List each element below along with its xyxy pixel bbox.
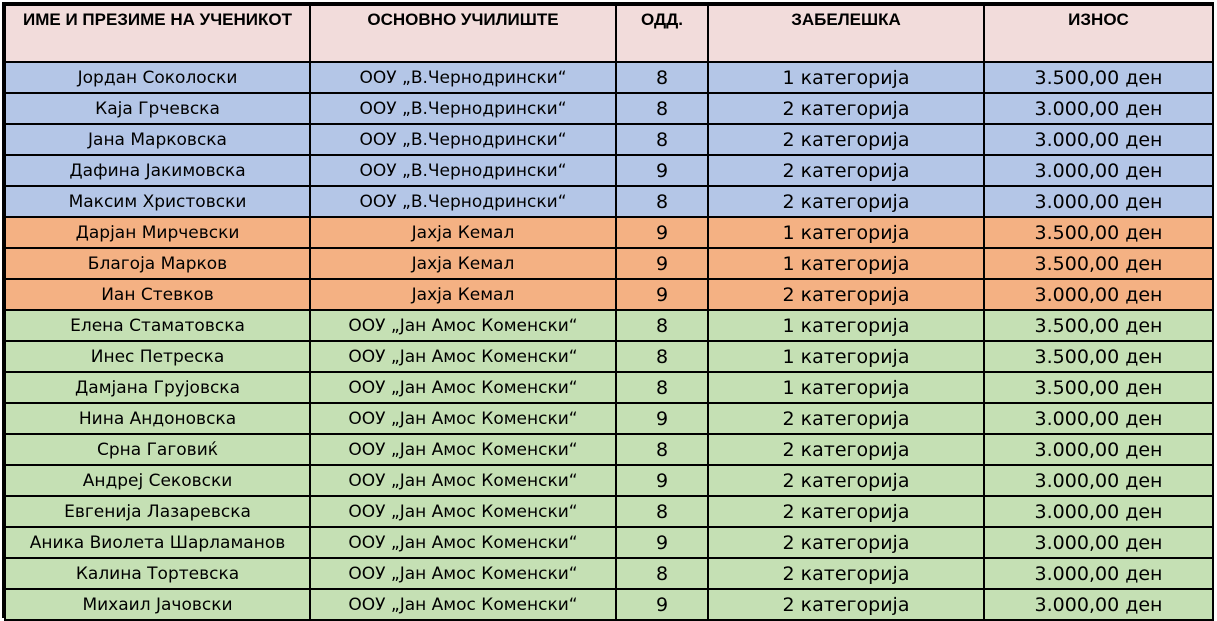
- cell-school: ООУ „Јан Амос Коменски“: [310, 372, 616, 403]
- cell-note: 2 категорија: [708, 589, 984, 620]
- cell-grade: 8: [616, 93, 708, 124]
- cell-grade: 8: [616, 558, 708, 589]
- table-row: [5, 465, 1213, 496]
- cell-grade: 8: [616, 124, 708, 155]
- cell-name: Јана Марковска: [5, 124, 310, 155]
- cell-name: Инес Петреска: [5, 341, 310, 372]
- cell-school: Јахја Кемал: [310, 279, 616, 310]
- cell-name: Максим Христовски: [5, 186, 310, 217]
- cell-name: Аника Виолета Шарламанов: [5, 527, 310, 558]
- cell-note: 1 категорија: [708, 341, 984, 372]
- cell-school: ООУ „В.Чернодрински“: [310, 124, 616, 155]
- table-row: [5, 62, 1213, 93]
- table-row: [5, 527, 1213, 558]
- cell-amount: 3.000,00 ден: [984, 279, 1213, 310]
- cell-note: 1 категорија: [708, 217, 984, 248]
- cell-grade: 8: [616, 372, 708, 403]
- cell-name: Калина Тортевска: [5, 558, 310, 589]
- cell-note: 2 категорија: [708, 465, 984, 496]
- students-table-container: [2, 2, 1214, 618]
- cell-amount: 3.000,00 ден: [984, 155, 1213, 186]
- cell-note: 2 категорија: [708, 124, 984, 155]
- cell-note: 2 категорија: [708, 527, 984, 558]
- cell-name: Каја Грчевска: [5, 93, 310, 124]
- cell-school: ООУ „Јан Амос Коменски“: [310, 496, 616, 527]
- cell-school: ООУ „Јан Амос Коменски“: [310, 310, 616, 341]
- cell-grade: 8: [616, 62, 708, 93]
- table-row: [5, 434, 1213, 465]
- cell-note: 2 категорија: [708, 186, 984, 217]
- cell-amount: 3.500,00 ден: [984, 217, 1213, 248]
- cell-note: 2 категорија: [708, 279, 984, 310]
- cell-name: Дарјан Мирчевски: [5, 217, 310, 248]
- header-grade: ОДД.: [616, 5, 708, 62]
- table-body: [5, 62, 1213, 620]
- cell-amount: 3.000,00 ден: [984, 124, 1213, 155]
- cell-note: 2 категорија: [708, 496, 984, 527]
- students-table: [4, 4, 1214, 621]
- cell-grade: 9: [616, 465, 708, 496]
- table-row: [5, 124, 1213, 155]
- table-row: [5, 589, 1213, 620]
- cell-grade: 9: [616, 155, 708, 186]
- cell-school: ООУ „Јан Амос Коменски“: [310, 527, 616, 558]
- cell-amount: 3.000,00 ден: [984, 93, 1213, 124]
- cell-amount: 3.000,00 ден: [984, 465, 1213, 496]
- header-amount: ИЗНОС: [984, 5, 1213, 62]
- cell-name: Дамјана Грујовска: [5, 372, 310, 403]
- cell-note: 2 категорија: [708, 434, 984, 465]
- cell-amount: 3.000,00 ден: [984, 186, 1213, 217]
- cell-amount: 3.500,00 ден: [984, 62, 1213, 93]
- table-row: [5, 341, 1213, 372]
- cell-school: Јахја Кемал: [310, 248, 616, 279]
- cell-school: ООУ „Јан Амос Коменски“: [310, 465, 616, 496]
- header-name: ИМЕ И ПРЕЗИМЕ НА УЧЕНИКОТ: [5, 5, 310, 62]
- cell-school: ООУ „Јан Амос Коменски“: [310, 589, 616, 620]
- cell-amount: 3.500,00 ден: [984, 310, 1213, 341]
- cell-school: ООУ „В.Чернодрински“: [310, 93, 616, 124]
- cell-amount: 3.000,00 ден: [984, 434, 1213, 465]
- cell-amount: 3.000,00 ден: [984, 558, 1213, 589]
- cell-name: Срна Гаговиќ: [5, 434, 310, 465]
- cell-school: ООУ „В.Чернодрински“: [310, 186, 616, 217]
- cell-note: 2 категорија: [708, 403, 984, 434]
- cell-note: 2 категорија: [708, 93, 984, 124]
- cell-name: Елена Стаматовска: [5, 310, 310, 341]
- cell-grade: 8: [616, 496, 708, 527]
- cell-school: ООУ „В.Чернодрински“: [310, 155, 616, 186]
- header-note: ЗАБЕЛЕШКА: [708, 5, 984, 62]
- cell-grade: 9: [616, 217, 708, 248]
- cell-amount: 3.000,00 ден: [984, 403, 1213, 434]
- cell-amount: 3.000,00 ден: [984, 496, 1213, 527]
- cell-name: Михаил Јачовски: [5, 589, 310, 620]
- cell-grade: 8: [616, 434, 708, 465]
- table-row: [5, 155, 1213, 186]
- table-row: [5, 279, 1213, 310]
- cell-school: ООУ „Јан Амос Коменски“: [310, 558, 616, 589]
- cell-grade: 9: [616, 527, 708, 558]
- cell-grade: 8: [616, 341, 708, 372]
- table-row: [5, 248, 1213, 279]
- cell-note: 1 категорија: [708, 310, 984, 341]
- cell-school: ООУ „В.Чернодрински“: [310, 62, 616, 93]
- cell-amount: 3.000,00 ден: [984, 527, 1213, 558]
- table-row: [5, 186, 1213, 217]
- table-row: [5, 310, 1213, 341]
- table-row: [5, 558, 1213, 589]
- cell-note: 1 категорија: [708, 372, 984, 403]
- cell-school: ООУ „Јан Амос Коменски“: [310, 341, 616, 372]
- table-row: [5, 372, 1213, 403]
- cell-note: 1 категорија: [708, 248, 984, 279]
- cell-grade: 9: [616, 248, 708, 279]
- cell-note: 1 категорија: [708, 62, 984, 93]
- cell-school: ООУ „Јан Амос Коменски“: [310, 434, 616, 465]
- header-row: [5, 5, 1213, 62]
- cell-note: 2 категорија: [708, 155, 984, 186]
- table-row: [5, 93, 1213, 124]
- cell-grade: 9: [616, 589, 708, 620]
- cell-name: Јордан Соколоски: [5, 62, 310, 93]
- table-row: [5, 217, 1213, 248]
- cell-grade: 8: [616, 310, 708, 341]
- cell-amount: 3.500,00 ден: [984, 341, 1213, 372]
- table-row: [5, 496, 1213, 527]
- cell-school: ООУ „Јан Амос Коменски“: [310, 403, 616, 434]
- cell-grade: 8: [616, 186, 708, 217]
- cell-name: Андреј Сековски: [5, 465, 310, 496]
- cell-name: Иан Стевков: [5, 279, 310, 310]
- cell-grade: 9: [616, 403, 708, 434]
- cell-name: Евгенија Лазаревска: [5, 496, 310, 527]
- cell-grade: 9: [616, 279, 708, 310]
- cell-name: Дафина Јакимовска: [5, 155, 310, 186]
- cell-amount: 3.500,00 ден: [984, 248, 1213, 279]
- cell-name: Благоја Марков: [5, 248, 310, 279]
- header-school: ОСНОВНО УЧИЛИШТЕ: [310, 5, 616, 62]
- cell-note: 2 категорија: [708, 558, 984, 589]
- cell-name: Нина Андоновска: [5, 403, 310, 434]
- cell-amount: 3.500,00 ден: [984, 372, 1213, 403]
- table-row: [5, 403, 1213, 434]
- cell-school: Јахја Кемал: [310, 217, 616, 248]
- cell-amount: 3.000,00 ден: [984, 589, 1213, 620]
